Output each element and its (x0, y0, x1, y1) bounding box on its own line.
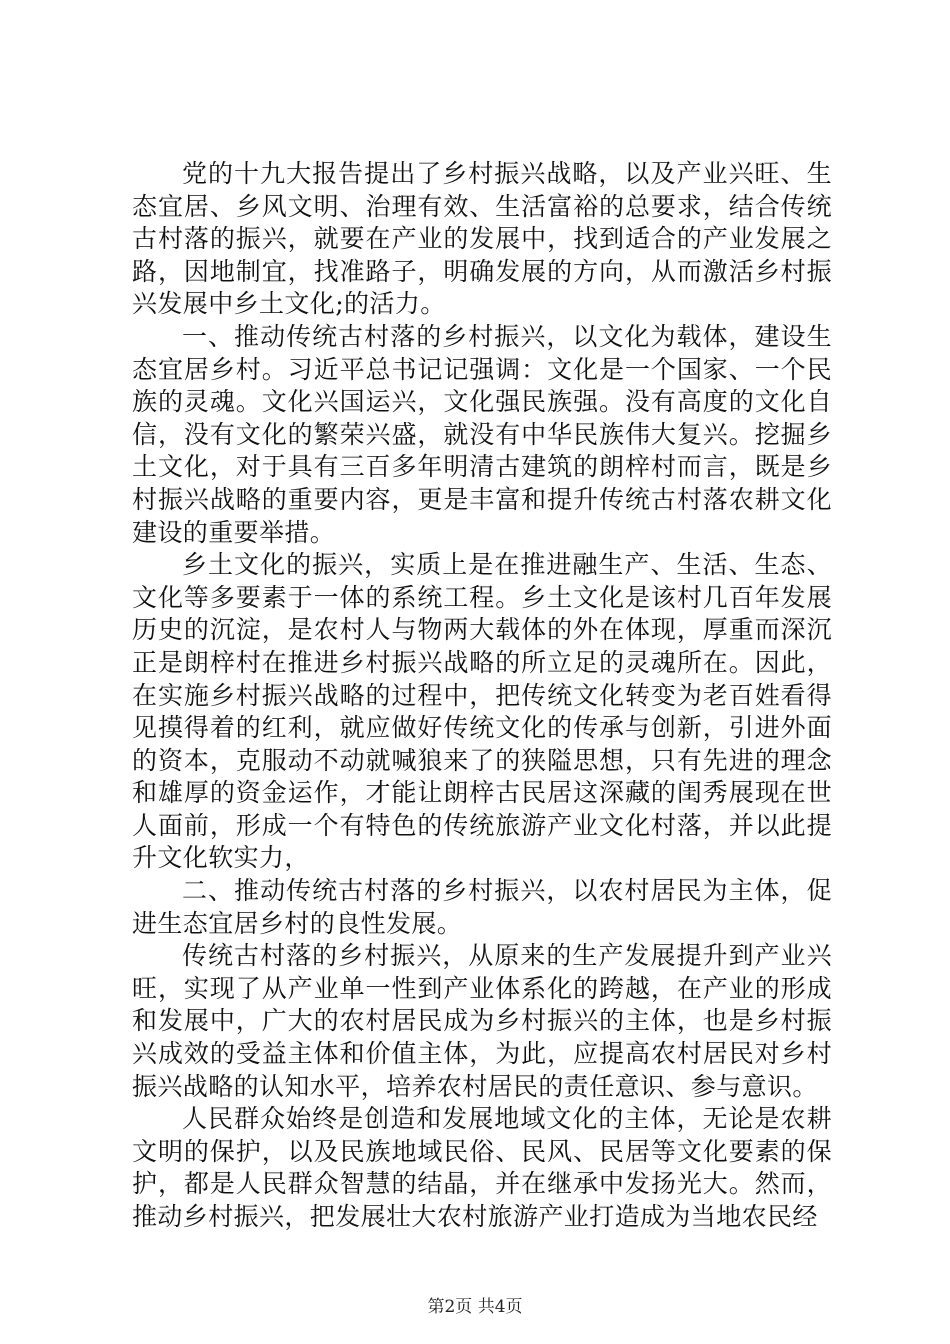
paragraph-rural-culture: 乡土文化的振兴，实质上是在推进融生产、生活、生态、文化等多要素于一体的系统工程。乡土文化是该村几百年发展历史的沉淀，是农村人与物两大载体的外在体现，厚重而深沉正是朗梓村在推进乡村振兴战略的所立足的灵魂所在。因此，在实施乡村振兴战略的过程中，把传统文化转变为老百姓看得见摸得着的红利，就应做好传统文化的传承与创新，引进外面的资本，克服动不动就喊狼来了的狭隘思想，只有先进的理念和雄厚的资金运作，才能让朗梓古民居这深藏的闺秀展现在世人面前，形成一个有特色的传统旅游产业文化村落，并以此提升文化软实力， (132, 550, 832, 873)
page-footer: 第2页 共4页 (427, 1297, 523, 1317)
paragraph-intro: 党的十九大报告提出了乡村振兴战略，以及产业兴旺、生态宜居、乡风文明、治理有效、生活富裕的总要求，结合传统古村落的振兴，就要在产业的发展中，找到适合的产业发展之路，因地制宜，找准路子，明确发展的方向，从而激活乡村振兴发展中乡土文化;的活力。 (132, 159, 832, 319)
paragraph-villagers-subject: 传统古村落的乡村振兴，从原来的生产发展提升到产业兴旺，实现了从产业单一性到产业体系化的跨越，在产业的形成和发展中，广大的农村居民成为乡村振兴的主体，也是乡村振兴成效的受益主体和价值主体，为此，应提高农村居民对乡村振兴战略的认知水平，培养农村居民的责任意识、参与意识。 (132, 941, 832, 1101)
paragraph-section-two: 二、推动传统古村落的乡村振兴，以农村居民为主体，促进生态宜居乡村的良性发展。 (132, 876, 832, 938)
paragraph-section-one: 一、推动传统古村落的乡村振兴，以文化为载体，建设生态宜居乡村。习近平总书记记强调：文化是一个国家、一个民族的灵魂。文化兴国运兴，文化强民族强。没有高度的文化自信，没有文化的繁荣兴盛，就没有中华民族伟大复兴。挖掘乡土文化，对于具有三百多年明清古建筑的朗梓村而言，既是乡村振兴战略的重要内容，更是丰富和提升传统古村落农耕文化建设的重要举措。 (132, 321, 832, 547)
paragraph-people-masses: 人民群众始终是创造和发展地域文化的主体，无论是农耕文明的保护，以及民族地域民俗、民风、民居等文化要素的保护，都是人民群众智慧的结晶，并在继承中发扬光大。然而，推动乡村振兴，把发展壮大农村旅游产业打造成为当地农民经 (132, 1104, 832, 1231)
document-body (132, 158, 832, 1234)
